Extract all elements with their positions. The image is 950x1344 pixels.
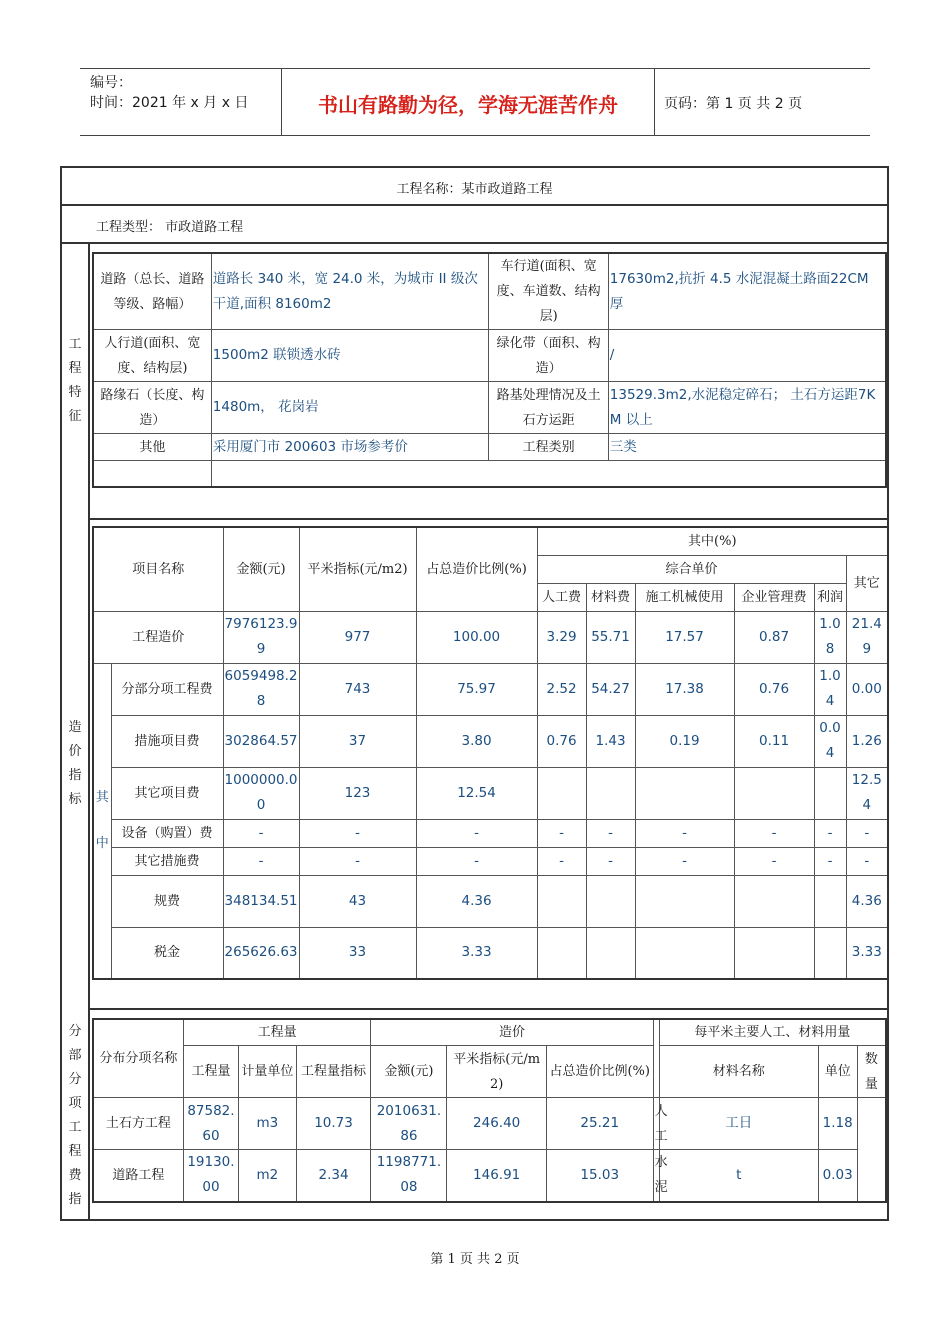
row-mgmt: - bbox=[734, 819, 814, 847]
features-table bbox=[92, 252, 887, 488]
sub-row-m-qty: 0.03 bbox=[818, 1150, 857, 1202]
row-mgmt bbox=[734, 767, 814, 819]
empty-cell bbox=[93, 461, 211, 487]
page-header bbox=[80, 68, 870, 136]
features-section-label-char: 征 bbox=[68, 409, 82, 424]
project-form bbox=[60, 166, 889, 1221]
row-ratio: 3.80 bbox=[416, 715, 537, 767]
sub-col-quantity-group: 工程量 bbox=[183, 1019, 371, 1046]
cost-row bbox=[93, 715, 888, 767]
row-other: 21.49 bbox=[846, 611, 888, 663]
row-machine: - bbox=[635, 847, 734, 875]
sub-row-unit: m2 bbox=[239, 1150, 296, 1202]
sub-col-material-group: 每平米主要人工、材料用量 bbox=[659, 1019, 886, 1046]
sub-col-item: 分布分项名称 bbox=[93, 1019, 183, 1098]
row-mgmt: 0.76 bbox=[734, 663, 814, 715]
other-value: 采用厦门市 200603 市场参考价 bbox=[211, 434, 489, 461]
cost-index-table bbox=[92, 526, 889, 980]
row-name: 设备（购置）费 bbox=[111, 819, 223, 847]
col-profit: 利润 bbox=[814, 583, 846, 611]
header-meta bbox=[90, 73, 248, 113]
col-amount: 金额(元) bbox=[223, 527, 299, 611]
curb-value: 1480m， 花岗岩 bbox=[211, 382, 489, 434]
row-material bbox=[586, 927, 635, 979]
page-indicator: 页码：第 1 页 共 2 页 bbox=[664, 96, 803, 112]
row-amount: 302864.57 bbox=[223, 715, 299, 767]
row-profit: 0.04 bbox=[814, 715, 846, 767]
row-per-m2: 43 bbox=[299, 875, 416, 927]
sub-section-label-char: 费 bbox=[68, 1167, 82, 1183]
number-label: 编号： bbox=[90, 75, 132, 91]
among-label-char: 中 bbox=[95, 835, 109, 851]
cost-row bbox=[93, 927, 888, 979]
row-per-m2: 743 bbox=[299, 663, 416, 715]
category-value: 三类 bbox=[608, 434, 886, 461]
sub-col-m-unit: 单位 bbox=[818, 1046, 857, 1098]
cost-section-label bbox=[62, 520, 88, 1008]
cost-section-label-char: 价 bbox=[68, 744, 82, 759]
row-ratio: 75.97 bbox=[416, 663, 537, 715]
row-name: 措施项目费 bbox=[111, 715, 223, 767]
greenbelt-label: 绿化带（面积、构造） bbox=[489, 330, 608, 382]
row-labor bbox=[537, 875, 586, 927]
row-material bbox=[586, 875, 635, 927]
row-mgmt bbox=[734, 875, 814, 927]
cost-row bbox=[93, 663, 888, 715]
cost-row bbox=[93, 875, 888, 927]
other-label: 其他 bbox=[93, 434, 211, 461]
row-machine: 0.19 bbox=[635, 715, 734, 767]
sub-row-name: 道路工程 bbox=[93, 1150, 183, 1202]
row-ratio: - bbox=[416, 819, 537, 847]
cost-row bbox=[93, 819, 888, 847]
row-material: 54.27 bbox=[586, 663, 635, 715]
sub-section-label-char: 程 bbox=[68, 1143, 82, 1159]
sub-col-ratio: 占总造价比例(%) bbox=[546, 1046, 653, 1098]
col-material: 材料费 bbox=[586, 583, 635, 611]
among-label-char: 其 bbox=[95, 789, 109, 805]
row-machine: 17.38 bbox=[635, 663, 734, 715]
row-labor: 0.76 bbox=[537, 715, 586, 767]
row-amount: 1000000.00 bbox=[223, 767, 299, 819]
sub-section-label-char: 分 bbox=[68, 1023, 82, 1039]
sub-row-m-unit: t bbox=[659, 1150, 818, 1202]
sub-col-quantity-index: 工程量指标 bbox=[296, 1046, 371, 1098]
row-machine: - bbox=[635, 819, 734, 847]
row-mgmt: 0.11 bbox=[734, 715, 814, 767]
sub-row-per-m2: 246.40 bbox=[447, 1098, 547, 1150]
row-per-m2: 123 bbox=[299, 767, 416, 819]
col-per-m2: 平米指标(元/m2) bbox=[299, 527, 416, 611]
sub-row-per-m2: 146.91 bbox=[447, 1150, 547, 1202]
project-type: 工程类型： 市政道路工程 bbox=[96, 220, 244, 235]
sub-row-amount: 1198771.08 bbox=[371, 1150, 447, 1202]
sub-row-quantity: 19130.00 bbox=[183, 1150, 238, 1202]
row-other: 12.54 bbox=[846, 767, 888, 819]
row-machine bbox=[635, 875, 734, 927]
row-other: 0.00 bbox=[846, 663, 888, 715]
row-other: 3.33 bbox=[846, 927, 888, 979]
row-material bbox=[586, 767, 635, 819]
col-item: 项目名称 bbox=[93, 527, 223, 611]
sub-section-label bbox=[62, 1010, 88, 1221]
sub-col-unit: 计量单位 bbox=[239, 1046, 296, 1098]
category-label: 工程类别 bbox=[489, 434, 608, 461]
col-other: 其它 bbox=[846, 555, 888, 611]
sub-row-name: 土石方工程 bbox=[93, 1098, 183, 1150]
sub-col-quantity: 工程量 bbox=[183, 1046, 238, 1098]
row-labor: 3.29 bbox=[537, 611, 586, 663]
row-labor bbox=[537, 767, 586, 819]
date-label: 时间：2021 年 x 月 x 日 bbox=[90, 95, 249, 111]
row-profit bbox=[814, 927, 846, 979]
row-machine bbox=[635, 927, 734, 979]
row-ratio: - bbox=[416, 847, 537, 875]
row-ratio: 4.36 bbox=[416, 875, 537, 927]
features-section-label-char: 程 bbox=[68, 361, 82, 376]
sub-row-ratio: 25.21 bbox=[546, 1098, 653, 1150]
features-section-label-char: 特 bbox=[68, 385, 82, 400]
row-per-m2: - bbox=[299, 847, 416, 875]
sub-row-material: 人工 bbox=[653, 1098, 659, 1150]
empty-cell bbox=[211, 461, 886, 487]
sub-row bbox=[93, 1150, 886, 1202]
row-per-m2: 37 bbox=[299, 715, 416, 767]
among-label bbox=[93, 663, 111, 979]
row-per-m2: - bbox=[299, 819, 416, 847]
sub-section-label-char: 指 bbox=[68, 1191, 82, 1207]
row-material: 55.71 bbox=[586, 611, 635, 663]
col-unit-price: 综合单价 bbox=[537, 555, 846, 583]
row-profit bbox=[814, 875, 846, 927]
cost-section-label-char: 标 bbox=[68, 792, 82, 807]
row-per-m2: 33 bbox=[299, 927, 416, 979]
row-per-m2: 977 bbox=[299, 611, 416, 663]
row-material: - bbox=[586, 847, 635, 875]
sub-row-m-unit: 工日 bbox=[659, 1098, 818, 1150]
greenbelt-value: / bbox=[608, 330, 886, 382]
sidewalk-label: 人行道(面积、宽度、结构层) bbox=[93, 330, 211, 382]
sub-section-label-char: 项 bbox=[68, 1095, 82, 1111]
row-labor: - bbox=[537, 847, 586, 875]
col-labor: 人工费 bbox=[537, 583, 586, 611]
col-of-which: 其中(%) bbox=[537, 527, 888, 555]
sub-section-label-char: 部 bbox=[68, 1047, 82, 1063]
row-profit: 1.08 bbox=[814, 611, 846, 663]
col-mgmt: 企业管理费 bbox=[734, 583, 814, 611]
sub-section-label-char: 分 bbox=[68, 1071, 82, 1087]
road-value: 道路长 340 米，宽 24.0 米，为城市 II 级次干道,面积 8160m2 bbox=[211, 253, 489, 330]
sub-col-cost-group: 造价 bbox=[371, 1019, 653, 1046]
carriageway-label: 车行道(面积、宽度、车道数、结构层) bbox=[489, 253, 608, 330]
sub-index-table bbox=[92, 1018, 887, 1203]
row-ratio: 100.00 bbox=[416, 611, 537, 663]
row-name: 其它项目费 bbox=[111, 767, 223, 819]
row-ratio: 12.54 bbox=[416, 767, 537, 819]
row-name: 工程造价 bbox=[93, 611, 223, 663]
row-machine: 17.57 bbox=[635, 611, 734, 663]
row-labor bbox=[537, 927, 586, 979]
sub-row bbox=[93, 1098, 886, 1150]
row-other: 1.26 bbox=[846, 715, 888, 767]
curb-label: 路缘石（长度、构造） bbox=[93, 382, 211, 434]
carriageway-value: 17630m2,抗折 4.5 水泥混凝土路面22CM 厚 bbox=[608, 253, 886, 330]
sub-row-quantity-index: 2.34 bbox=[296, 1150, 371, 1202]
col-ratio: 占总造价比例(%) bbox=[416, 527, 537, 611]
row-labor: - bbox=[537, 819, 586, 847]
row-material: - bbox=[586, 819, 635, 847]
subgrade-value: 13529.3m2,水泥稳定碎石； 土石方运距7KM 以上 bbox=[608, 382, 886, 434]
row-labor: 2.52 bbox=[537, 663, 586, 715]
row-profit: - bbox=[814, 847, 846, 875]
subgrade-label: 路基处理情况及土石方运距 bbox=[489, 382, 608, 434]
sub-row-amount: 2010631.86 bbox=[371, 1098, 447, 1150]
sub-row-ratio: 15.03 bbox=[546, 1150, 653, 1202]
row-ratio: 3.33 bbox=[416, 927, 537, 979]
row-other: - bbox=[846, 847, 888, 875]
cost-row bbox=[93, 847, 888, 875]
col-machine: 施工机械使用 bbox=[635, 583, 734, 611]
sidewalk-value: 1500m2 联锁透水砖 bbox=[211, 330, 489, 382]
row-mgmt bbox=[734, 927, 814, 979]
row-name: 分部分项工程费 bbox=[111, 663, 223, 715]
row-amount: 6059498.28 bbox=[223, 663, 299, 715]
sub-col-per-m2: 平米指标(元/m2) bbox=[447, 1046, 547, 1098]
cost-section-label-char: 指 bbox=[68, 768, 82, 783]
sub-col-material-name: 材料名称 bbox=[659, 1046, 818, 1098]
row-amount: - bbox=[223, 819, 299, 847]
features-section-label bbox=[62, 244, 88, 518]
row-amount: 265626.63 bbox=[223, 927, 299, 979]
sub-row-m-qty: 1.18 bbox=[818, 1098, 857, 1150]
row-machine bbox=[635, 767, 734, 819]
row-name: 规费 bbox=[111, 875, 223, 927]
row-profit: - bbox=[814, 819, 846, 847]
sub-section-label-char: 工 bbox=[68, 1119, 82, 1135]
project-name: 工程名称：某市政道路工程 bbox=[396, 182, 553, 197]
row-other: 4.36 bbox=[846, 875, 888, 927]
row-profit bbox=[814, 767, 846, 819]
sub-col-m-qty: 数量 bbox=[857, 1046, 886, 1098]
row-mgmt: 0.87 bbox=[734, 611, 814, 663]
cost-row bbox=[93, 611, 888, 663]
motto: 书山有路勤为径，学海无涯苦作舟 bbox=[318, 92, 618, 117]
features-section-label-char: 工 bbox=[68, 337, 82, 352]
sub-row-quantity: 87582.60 bbox=[183, 1098, 238, 1150]
row-name: 其它措施费 bbox=[111, 847, 223, 875]
row-amount: - bbox=[223, 847, 299, 875]
row-mgmt: - bbox=[734, 847, 814, 875]
row-material: 1.43 bbox=[586, 715, 635, 767]
sub-row-quantity-index: 10.73 bbox=[296, 1098, 371, 1150]
cost-row bbox=[93, 767, 888, 819]
sub-col-amount: 金额(元) bbox=[371, 1046, 447, 1098]
row-name: 税金 bbox=[111, 927, 223, 979]
sub-row-unit: m3 bbox=[239, 1098, 296, 1150]
sub-row-material: 水泥 bbox=[653, 1150, 659, 1202]
row-profit: 1.04 bbox=[814, 663, 846, 715]
row-amount: 348134.51 bbox=[223, 875, 299, 927]
cost-section-label-char: 造 bbox=[68, 720, 82, 735]
row-amount: 7976123.99 bbox=[223, 611, 299, 663]
road-label: 道路（总长、道路等级、路幅） bbox=[93, 253, 211, 330]
page-footer: 第 1 页 共 2 页 bbox=[430, 1252, 520, 1267]
row-other: - bbox=[846, 819, 888, 847]
